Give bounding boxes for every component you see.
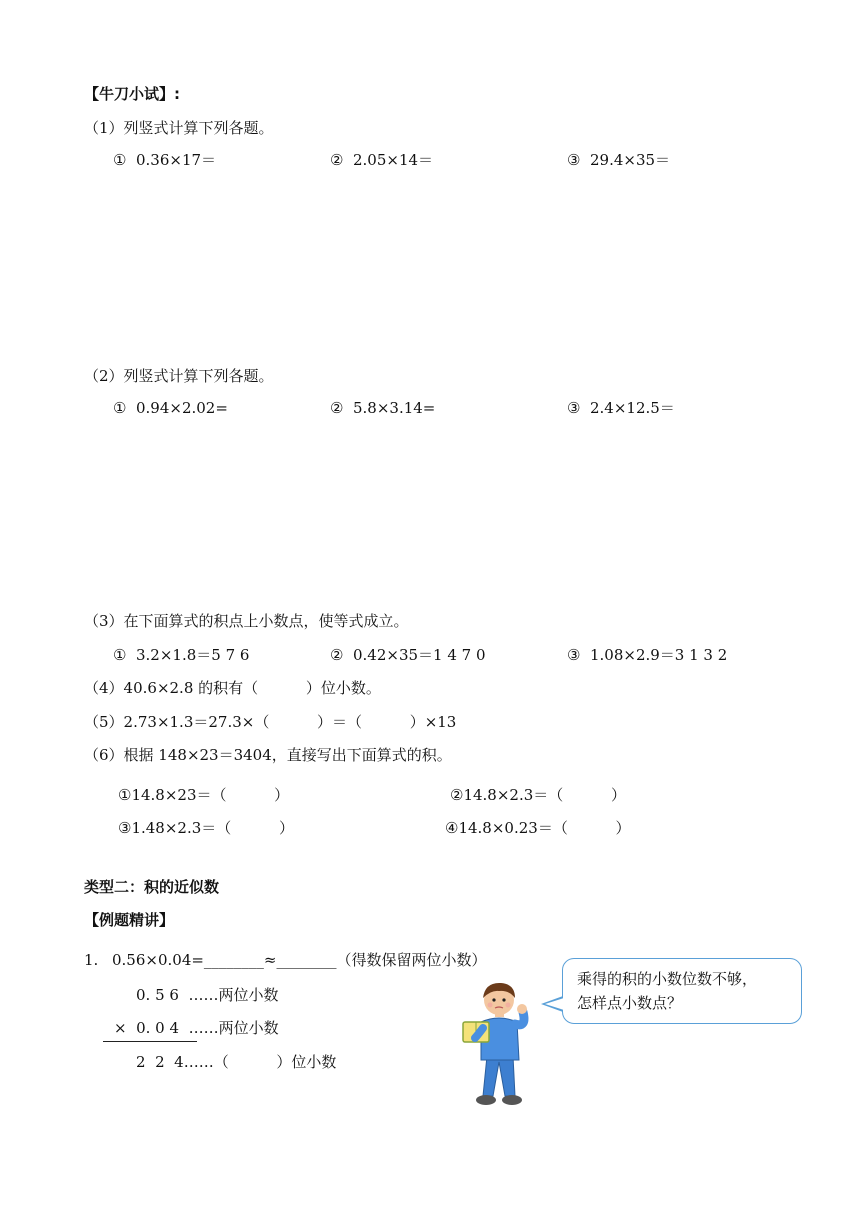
student-thinking-illustration xyxy=(455,978,545,1110)
question-2-label: （2）列竖式计算下列各题。 xyxy=(84,367,274,385)
question-6-item-3: ③1.48×2.3＝（ ） xyxy=(118,819,294,837)
problem-number: 1. xyxy=(84,951,99,969)
speech-bubble-line-2: 怎样点小数点？ xyxy=(577,994,683,1012)
problem-text: 0.56×0.04=________≈________（得数保留两位小数） xyxy=(112,951,487,969)
vertical-row-multiplier: × 0. 0 4 ……两位小数 xyxy=(114,1019,279,1037)
question-2-item-3: ③ 2.4×12.5＝ xyxy=(567,399,675,417)
question-1-label: （1）列竖式计算下列各题。 xyxy=(84,119,274,137)
example-heading: 【例题精讲】 xyxy=(84,911,175,929)
section-heading-practice: 【牛刀小试】: xyxy=(84,85,180,103)
vertical-row-product: 2 2 4……（ ）位小数 xyxy=(136,1053,337,1071)
question-3-item-2: ② 0.42×35＝1 4 7 0 xyxy=(330,646,486,664)
question-1-item-1: ① 0.36×17＝ xyxy=(113,151,217,169)
question-6-item-4: ④14.8×0.23＝（ ） xyxy=(445,819,631,837)
question-3-label: （3）在下面算式的积点上小数点，使等式成立。 xyxy=(84,612,409,630)
vertical-divider-line xyxy=(103,1041,197,1042)
vertical-row-multiplicand: 0. 5 6 ……两位小数 xyxy=(136,986,279,1004)
question-6-item-1: ①14.8×23＝（ ） xyxy=(118,786,290,804)
question-5: （5）2.73×1.3＝27.3×（ ）＝（ ）×13 xyxy=(84,713,457,731)
speech-bubble-line-1: 乘得的积的小数位数不够， xyxy=(577,970,758,988)
question-3-item-3: ③ 1.08×2.9＝3 1 3 2 xyxy=(567,646,728,664)
speech-bubble xyxy=(562,958,802,1024)
question-3-item-1: ① 3.2×1.8＝5 7 6 xyxy=(113,646,250,664)
question-1-item-2: ② 2.05×14＝ xyxy=(330,151,434,169)
speech-bubble-tail-inner xyxy=(545,998,564,1010)
question-6-label: （6）根据 148×23＝3404，直接写出下面算式的积。 xyxy=(84,746,452,764)
question-4: （4）40.6×2.8 的积有（ ）位小数。 xyxy=(84,679,381,697)
question-6-item-2: ②14.8×2.3＝（ ） xyxy=(450,786,626,804)
question-1-item-3: ③ 29.4×35＝ xyxy=(567,151,671,169)
type-two-heading: 类型二：积的近似数 xyxy=(84,878,220,896)
question-2-item-1: ① 0.94×2.02= xyxy=(113,399,228,417)
question-2-item-2: ② 5.8×3.14= xyxy=(330,399,436,417)
